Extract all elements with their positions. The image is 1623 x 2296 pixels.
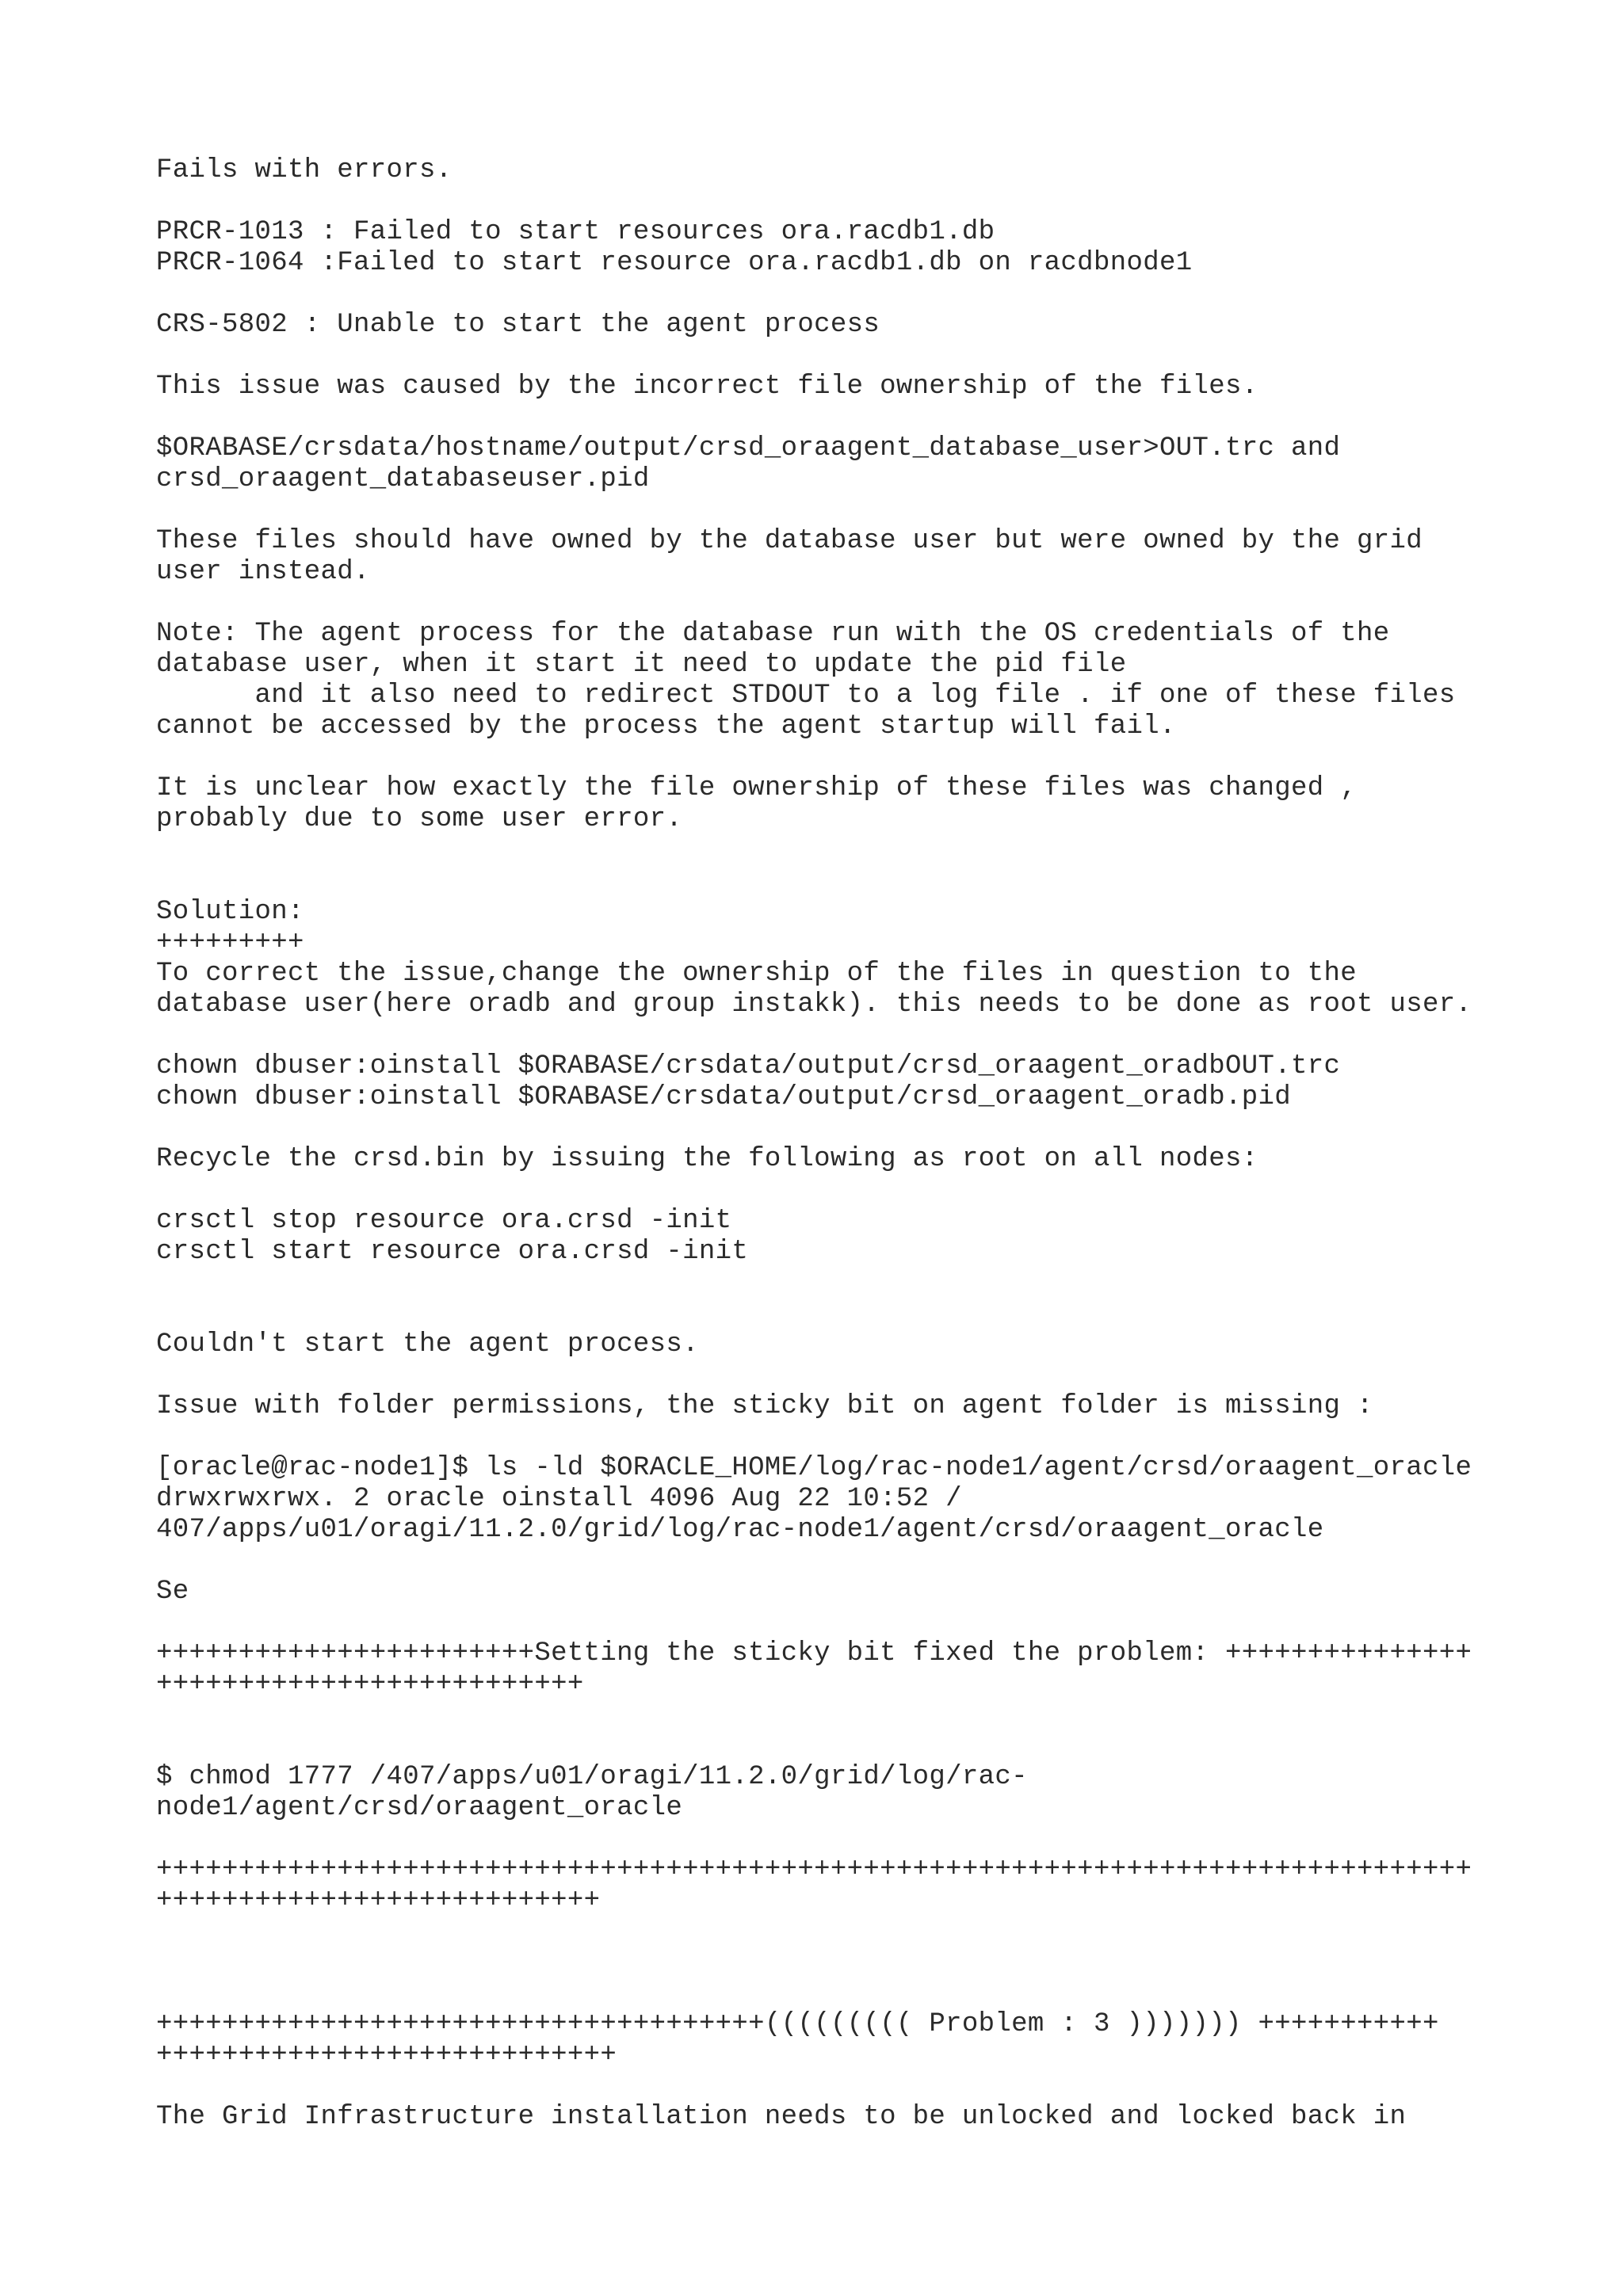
text-line: ++++++++++++++++++++++++++ (156, 1669, 584, 1699)
blank-line (156, 1113, 1503, 1144)
text-line: 407/apps/u01/oragi/11.2.0/grid/log/rac-node1/agent/crsd/oraagent_oracle (156, 1515, 1324, 1545)
text-line: This issue was caused by the incorrect file ownership of the files. (156, 372, 1258, 402)
text-line: chown dbuser:oinstall $ORABASE/crsdata/output/crsd_oraagent_oradbOUT.trc (156, 1051, 1341, 1081)
text-line: user instead. (156, 557, 370, 587)
blank-line (156, 402, 1503, 433)
text-line: $ chmod 1777 /407/apps/u01/oragi/11.2.0/grid/log/rac- (156, 1762, 1028, 1792)
blank-line (156, 1268, 1503, 1299)
blank-line (156, 866, 1503, 897)
text-line: CRS-5802 : Unable to start the agent process (156, 310, 880, 340)
text-line: It is unclear how exactly the file ownership of these files was changed , (156, 773, 1357, 803)
text-line: Issue with folder permissions, the sticky bit on agent folder is missing : (156, 1391, 1373, 1421)
text-line: database user, when it start it need to update the pid file (156, 650, 1127, 680)
text-line: cannot be accessed by the process the agent startup will fail. (156, 711, 1176, 742)
blank-line (156, 1947, 1503, 1978)
blank-line (156, 1020, 1503, 1051)
blank-line (156, 341, 1503, 372)
blank-line (156, 1299, 1503, 1329)
blank-line (156, 1608, 1503, 1638)
text-line: and it also need to redirect STDOUT to a log file . if one of these files (156, 681, 1456, 711)
text-line: Recycle the crsd.bin by issuing the following as root on all nodes: (156, 1144, 1258, 1174)
blank-line (156, 742, 1503, 773)
text-line: database user(here oradb and group instakk). this needs to be done as root user. (156, 990, 1472, 1020)
text-line: probably due to some user error. (156, 804, 683, 834)
text-line: Solution: (156, 897, 304, 927)
text-line: drwxrwxrwx. 2 oracle oinstall 4096 Aug 22 10:52 / (156, 1484, 962, 1514)
text-line: +++++++++++++++++++++++Setting the sticky bit fixed the problem: +++++++++++++++ (156, 1638, 1472, 1669)
blank-line (156, 1546, 1503, 1577)
blank-line (156, 1360, 1503, 1391)
blank-line (156, 835, 1503, 866)
text-line: +++++++++++++++++++++++++++++++++++++((((((((( Problem : 3 ))))))) +++++++++++ (156, 2009, 1439, 2039)
blank-line (156, 1824, 1503, 1855)
blank-line (156, 1978, 1503, 2009)
text-line: crsctl start resource ora.crsd -init (156, 1237, 749, 1267)
text-line: These files should have owned by the database user but were owned by the grid (156, 526, 1423, 556)
text-line: +++++++++ (156, 928, 304, 958)
document-body (156, 155, 1503, 2133)
text-line: +++++++++++++++++++++++++++ (156, 1886, 601, 1916)
text-line: [oracle@rac-node1]$ ls -ld $ORACLE_HOME/log/rac-node1/agent/crsd/oraagent_oracle (156, 1453, 1472, 1483)
blank-line (156, 1917, 1503, 1947)
text-line: Se (156, 1577, 189, 1607)
text-line: Note: The agent process for the database run with the OS credentials of the (156, 619, 1390, 649)
blank-line (156, 588, 1503, 619)
text-line: The Grid Infrastructure installation needs to be unlocked and locked back in (156, 2102, 1407, 2132)
blank-line (156, 1422, 1503, 1453)
text-line: Couldn't start the agent process. (156, 1329, 699, 1360)
text-line: To correct the issue,change the ownership of the files in question to the (156, 959, 1357, 989)
text-line: crsd_oraagent_databaseuser.pid (156, 464, 650, 494)
text-line: Fails with errors. (156, 155, 453, 185)
text-line: PRCR-1064 :Failed to start resource ora.racdb1.db on racdbnode1 (156, 248, 1193, 278)
text-line: node1/agent/crsd/oraagent_oracle (156, 1793, 683, 1823)
blank-line (156, 1731, 1503, 1762)
text-line: PRCR-1013 : Failed to start resources ora.racdb1.db (156, 217, 995, 247)
blank-line (156, 1175, 1503, 1206)
blank-line (156, 1700, 1503, 1731)
blank-line (156, 495, 1503, 526)
text-line: ++++++++++++++++++++++++++++++++++++++++++++++++++++++++++++++++++++++++++++++++ (156, 1855, 1472, 1885)
text-line: $ORABASE/crsdata/hostname/output/crsd_oraagent_database_user>OUT.trc and (156, 433, 1341, 463)
blank-line (156, 2071, 1503, 2102)
text-line: chown dbuser:oinstall $ORABASE/crsdata/output/crsd_oraagent_oradb.pid (156, 1082, 1291, 1112)
text-line: crsctl stop resource ora.crsd -init (156, 1206, 732, 1236)
blank-line (156, 186, 1503, 217)
text-line: ++++++++++++++++++++++++++++ (156, 2040, 617, 2070)
blank-line (156, 279, 1503, 310)
